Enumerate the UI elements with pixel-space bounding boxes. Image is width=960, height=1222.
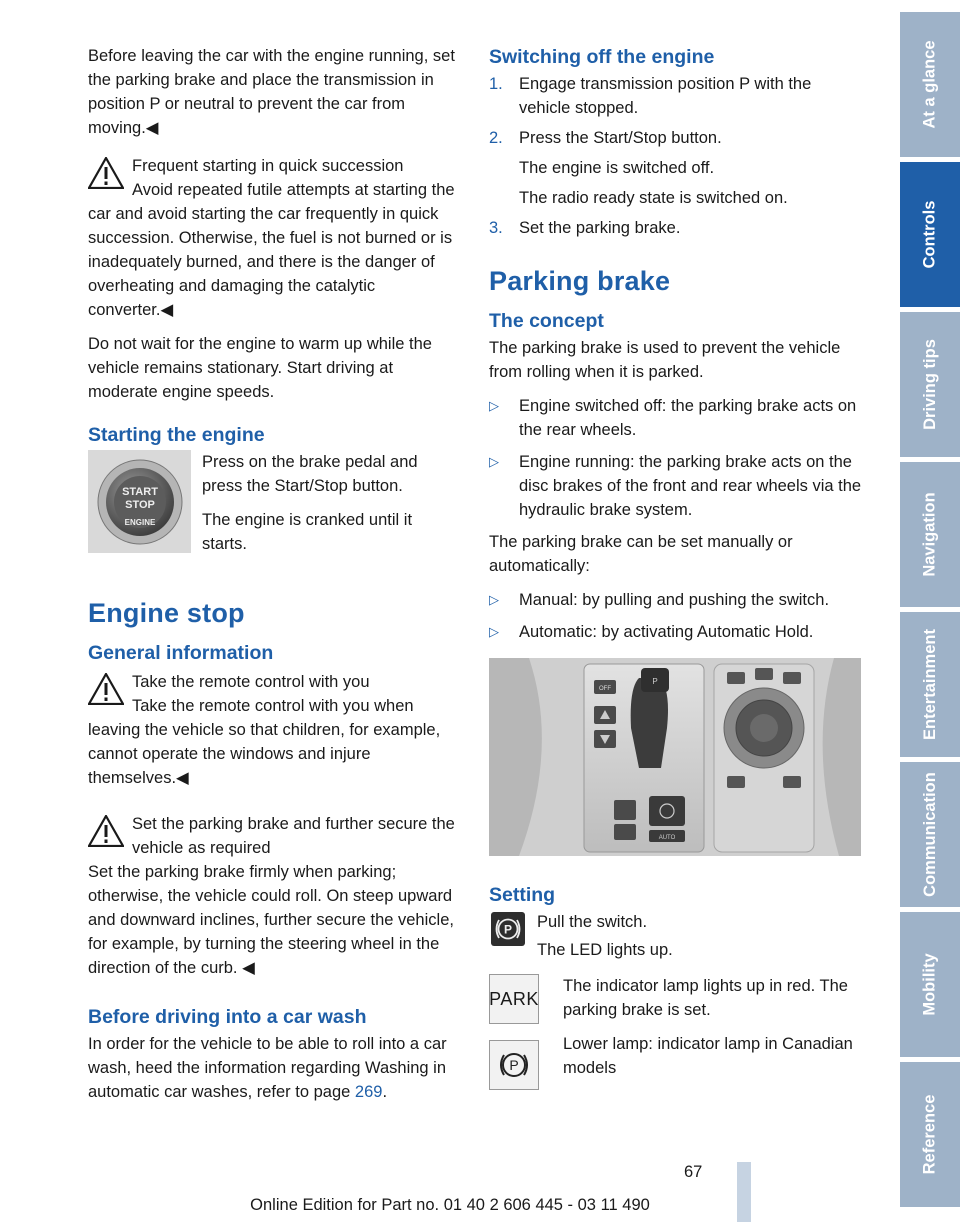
step-number: 1.	[489, 75, 503, 93]
page-number: 67	[684, 1163, 703, 1181]
switch-off-steps	[489, 72, 862, 240]
console-auto-label: AUTO	[658, 835, 676, 841]
bullet-text: Automatic: by activating Automatic Hold.	[519, 623, 814, 641]
tab-reference[interactable]	[900, 1062, 960, 1207]
heading-switching-off: Switching off the engine	[489, 46, 715, 68]
tab-label: Navigation	[920, 492, 939, 577]
park-indicator-icon	[489, 974, 539, 1024]
warning-triangle-icon	[88, 815, 124, 847]
bullet-text: Manual: by pulling and pushing the switch.	[519, 591, 830, 609]
bullet-item	[489, 394, 862, 442]
bullet-item	[489, 450, 862, 522]
tab-driving-tips[interactable]	[900, 312, 960, 457]
center-console-image	[489, 658, 861, 856]
warning-title: Take the remote control with you	[132, 673, 370, 691]
start-label: START	[121, 485, 158, 498]
car-wash-end: .	[382, 1083, 388, 1101]
tab-label: At a glance	[920, 40, 939, 129]
bullet-item	[489, 620, 862, 644]
start-stop-button-icon	[97, 459, 183, 545]
warning-text: Avoid repeated futile attempts at starting the car and avoid starting the car frequently in quick succession. Otherwise, the fuel is not burned or is inadequately burned, and there is the danger of overheating and damaging the catalytic converter.◀	[88, 181, 455, 319]
bullet-text: Engine switched off: the parking brake acts on the rear wheels.	[519, 397, 857, 439]
canadian-parking-indicator-icon	[489, 1040, 539, 1090]
manual-auto-text: The parking brake can be set manually or automatically:	[489, 533, 793, 575]
start-stop-button-image	[88, 450, 191, 553]
console-p-label: P	[652, 677, 658, 686]
heading-car-wash: Before driving into a car wash	[88, 1006, 367, 1028]
indicator-p-label: P	[509, 1057, 519, 1073]
paragraph-warm-up: Do not wait for the engine to warm up while the vehicle remains stationary. Start driving at moderate engine speeds.	[88, 335, 432, 401]
tab-communication[interactable]	[900, 762, 960, 907]
manual-bullets	[489, 588, 862, 644]
step-item	[489, 126, 862, 210]
starting-instruction: Press on the brake pedal and press the Start/Stop button.	[202, 453, 418, 495]
step-item	[489, 216, 862, 240]
switch-p-label: P	[503, 922, 513, 937]
heading-starting-engine: Starting the engine	[88, 424, 265, 446]
engine-label: ENGINE	[124, 517, 155, 527]
starting-engine-block	[88, 450, 461, 566]
step-text: Set the parking brake.	[519, 219, 681, 237]
warning-triangle-icon	[88, 673, 124, 705]
tab-at-a-glance[interactable]	[900, 12, 960, 157]
warning-remote-control	[88, 670, 461, 790]
right-column	[489, 44, 862, 1100]
chapter-tabs	[900, 0, 960, 1222]
starting-result: The engine is cranked until it starts.	[202, 511, 413, 553]
step-text: Engage transmission position P with the vehicle stopped.	[519, 75, 812, 117]
warning-frequent-starting	[88, 154, 461, 322]
step-text: Press the Start/Stop button.	[519, 129, 722, 147]
paragraph-car-wash	[88, 1032, 461, 1104]
tab-label: Reference	[920, 1094, 939, 1175]
warning-title: Frequent starting in quick succession	[132, 157, 404, 175]
lower-lamp-text: Lower lamp: indicator lamp in Canadian models	[563, 1035, 853, 1077]
indicator-block	[489, 974, 862, 1090]
bullet-item	[489, 588, 862, 612]
bullet-marker-icon: ▷	[489, 454, 499, 469]
heading-concept: The concept	[489, 310, 604, 332]
setting-instruction: Pull the switch.	[537, 913, 648, 931]
tab-label: Driving tips	[920, 339, 939, 430]
tab-navigation[interactable]	[900, 462, 960, 607]
bullet-marker-icon: ▷	[489, 624, 499, 639]
heading-engine-stop: Engine stop	[88, 598, 245, 628]
console-off-label: OFF	[599, 686, 611, 692]
step-number: 2.	[489, 129, 503, 147]
paragraph-leaving-car: Before leaving the car with the engine running, set the parking brake and place the transmission in position P or neutral to prevent the car from moving.◀	[88, 47, 455, 137]
bullet-text: Engine running: the parking brake acts on the disc brakes of the front and rear wheels via the hydraulic brake system.	[519, 453, 862, 519]
tab-label: Mobility	[920, 953, 939, 1016]
bullet-marker-icon: ▷	[489, 398, 499, 413]
bullet-marker-icon: ▷	[489, 592, 499, 607]
warning-text: Set the parking brake firmly when parking; otherwise, the vehicle could roll. On steep upward and downward inclines, further secure the vehicle, for example, by turning the steering wheel in the direction of the curb. ◀	[88, 863, 454, 977]
setting-switch-block	[489, 910, 862, 962]
car-wash-text: In order for the vehicle to be able to roll into a car wash, heed the information regarding Washing in automatic car washes, refer to page	[88, 1035, 447, 1101]
concept-bullets	[489, 394, 862, 522]
indicator-text: The indicator lamp lights up in red. The parking brake is set.	[563, 977, 848, 1019]
tab-controls[interactable]	[900, 162, 960, 307]
tab-label: Controls	[920, 200, 939, 269]
tab-label: Communication	[920, 772, 939, 897]
heading-setting: Setting	[489, 884, 556, 906]
footer-edition: Online Edition for Part no. 01 40 2 606 445 - 03 11 490	[250, 1196, 650, 1214]
step-item	[489, 72, 862, 120]
warning-triangle-icon	[88, 157, 124, 189]
heading-parking-brake: Parking brake	[489, 266, 671, 296]
setting-led-text: The LED lights up.	[537, 941, 673, 959]
left-column	[88, 44, 461, 1114]
stop-label: STOP	[124, 498, 155, 511]
tab-mobility[interactable]	[900, 912, 960, 1057]
warning-title: Set the parking brake and further secure the vehicle as required	[132, 815, 455, 857]
tab-label: Entertainment	[920, 629, 939, 740]
step-subtext: The radio ready state is switched on.	[519, 189, 788, 207]
step-number: 3.	[489, 219, 503, 237]
warning-parking-brake	[88, 812, 461, 980]
concept-text: The parking brake is used to prevent the vehicle from rolling when it is parked.	[489, 339, 841, 381]
warning-text: Take the remote control with you when leaving the vehicle so that children, for example, cannot operate the windows and injure themselves.◀	[88, 697, 441, 787]
step-subtext: The engine is switched off.	[519, 159, 715, 177]
parking-brake-switch-icon	[491, 912, 525, 946]
park-label: PARK	[489, 989, 539, 1009]
heading-general-information: General information	[88, 642, 274, 664]
page-reference-link[interactable]: 269	[354, 1083, 383, 1101]
tab-entertainment[interactable]	[900, 612, 960, 757]
